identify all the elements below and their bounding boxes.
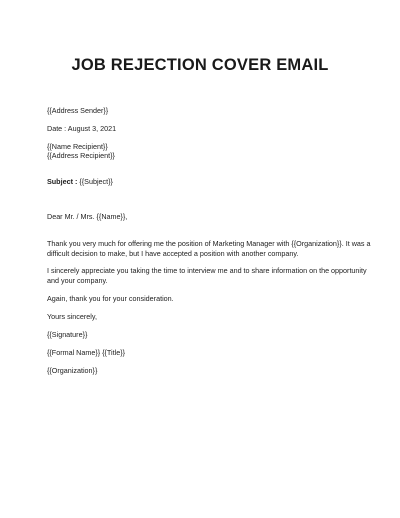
page-title: JOB REJECTION COVER EMAIL bbox=[71, 56, 329, 74]
date-line: Date : August 3, 2021 bbox=[47, 124, 117, 133]
paragraph-3: Again, thank you for your consideration. bbox=[47, 294, 174, 303]
paragraph-1-line-2: difficult decision to make, but I have accepted a position with another company. bbox=[47, 249, 299, 258]
salutation: Dear Mr. / Mrs. {{Name}}, bbox=[47, 212, 128, 221]
formal-name-title: {{Formal Name}} {{Title}} bbox=[47, 348, 126, 357]
paragraph-2-line-1: I sincerely appreciate you taking the time to interview me and to share information on the opportunity bbox=[47, 266, 367, 275]
organization: {{Organization}} bbox=[47, 366, 98, 375]
address-sender: {{Address Sender}} bbox=[47, 106, 109, 115]
closing: Yours sincerely, bbox=[47, 312, 97, 321]
subject-line bbox=[47, 177, 113, 186]
address-recipient: {{Address Recipient}} bbox=[47, 151, 115, 160]
subject-label: Subject : bbox=[47, 177, 78, 186]
paragraph-1-line-1: Thank you very much for offering me the position of Marketing Manager with {{Organization}}. It was a bbox=[47, 239, 371, 248]
name-recipient: {{Name Recipient}} bbox=[47, 142, 108, 151]
subject-value: {{Subject}} bbox=[77, 177, 113, 186]
paragraph-2-line-2: and your company. bbox=[47, 276, 108, 285]
signature: {{Signature}} bbox=[47, 330, 88, 339]
